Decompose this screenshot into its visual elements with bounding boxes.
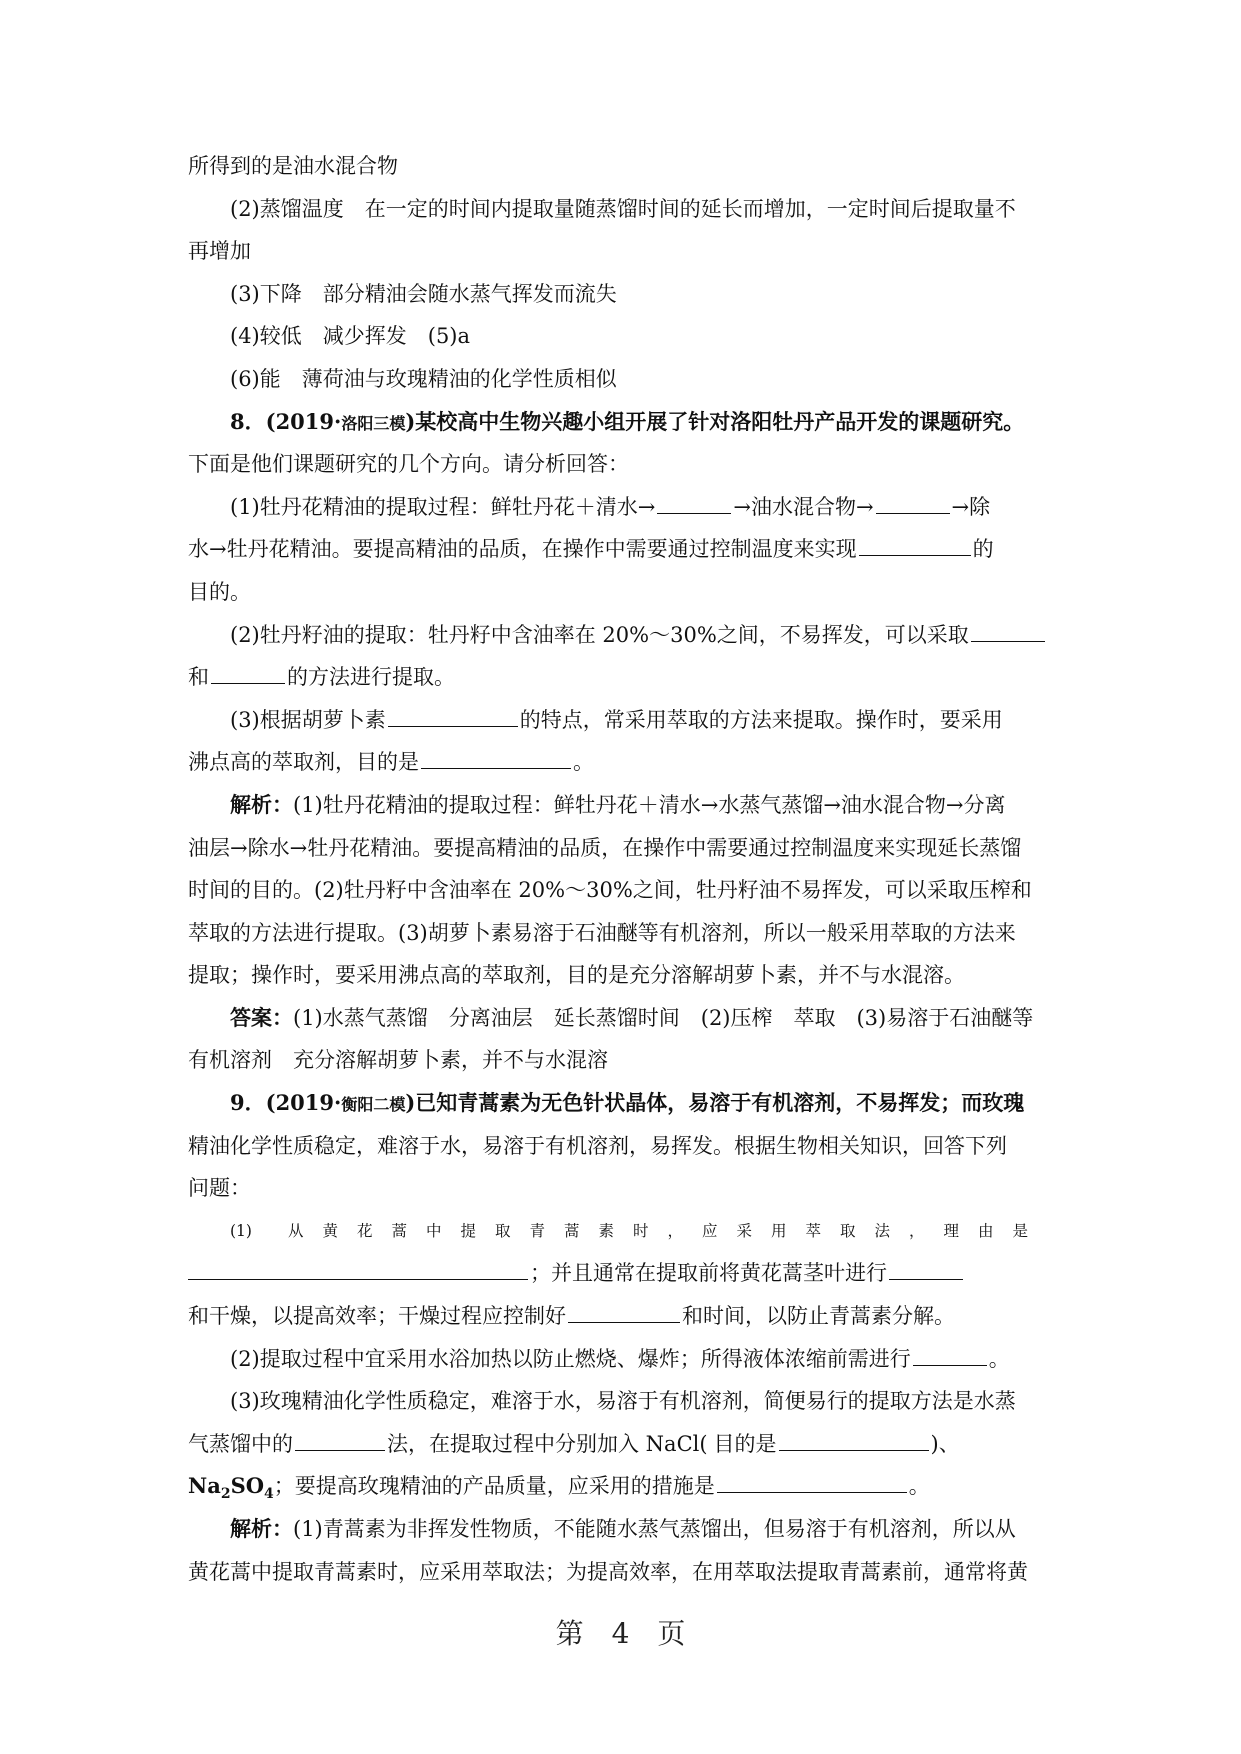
text-line bbox=[188, 1252, 1058, 1295]
text: ；要提高玫瑰精油的产品质量，应采用的措施是 bbox=[273, 1474, 715, 1499]
text: 下面是他们课题研究的几个方向。请分析回答： bbox=[188, 452, 629, 477]
answer-blank[interactable] bbox=[421, 746, 571, 769]
answer-blank[interactable] bbox=[779, 1428, 929, 1451]
question-source: 衡阳二模 bbox=[341, 1095, 406, 1115]
text: )、 bbox=[930, 1431, 960, 1456]
answer-blank[interactable] bbox=[889, 1257, 963, 1280]
question-9-stem bbox=[188, 1082, 1058, 1125]
answer-line bbox=[188, 997, 1058, 1040]
text-line bbox=[188, 1423, 1058, 1466]
text: 气蒸馏中的 bbox=[188, 1431, 293, 1456]
answer-blank[interactable] bbox=[211, 661, 285, 684]
question-year: 2019· bbox=[275, 408, 342, 434]
text: (3)根据胡萝卜素 bbox=[230, 707, 386, 732]
text: 的 bbox=[972, 537, 994, 562]
text: 沸点高的萃取剂，目的是 bbox=[188, 750, 419, 775]
text-line bbox=[188, 230, 1058, 273]
text-line bbox=[188, 741, 1058, 784]
question-year: 2019· bbox=[275, 1090, 342, 1116]
answer-blank[interactable] bbox=[388, 704, 518, 727]
text: 目的是 bbox=[713, 1431, 777, 1456]
text: 水→牡丹花精油。要提高精油的品质，在操作中需要通过控制温度来实现 bbox=[188, 537, 857, 562]
text: →除 bbox=[951, 494, 991, 519]
text: 有机溶剂 充分溶解胡萝卜素，并不与水混溶 bbox=[188, 1048, 608, 1073]
text: →油水混合物→ bbox=[733, 494, 874, 519]
text: 问题： bbox=[188, 1176, 251, 1201]
text: (1) bbox=[230, 1221, 252, 1240]
text: 所得到的是油水混合物 bbox=[188, 154, 398, 178]
answer-blank[interactable] bbox=[913, 1343, 987, 1366]
text-line bbox=[188, 1295, 1058, 1338]
answer-blank[interactable] bbox=[859, 533, 971, 556]
text: 时间的目的。(2)牡丹籽中含油率在 20%～30%之间，牡丹籽油不易挥发，可以采取压榨和 bbox=[188, 878, 1032, 903]
text-line bbox=[188, 1465, 1058, 1508]
text-line bbox=[188, 443, 1058, 486]
question-text: )某校高中生物兴趣小组开展了针对洛阳牡丹产品开发的课题研究。 bbox=[405, 408, 1025, 434]
text: (1)水蒸气蒸馏 分离油层 延长蒸馏时间 (2)压榨 萃取 (3)易溶于石油醚等 bbox=[293, 1005, 1034, 1030]
text: 目的。 bbox=[188, 579, 251, 604]
analysis-line bbox=[188, 912, 1058, 955]
answer-blank[interactable] bbox=[717, 1470, 907, 1493]
analysis-line bbox=[188, 1508, 1058, 1551]
analysis-line bbox=[188, 784, 1058, 827]
text: (1)牡丹花精油的提取过程：鲜牡丹花＋清水→水蒸气蒸馏→油水混合物→分离 bbox=[293, 792, 1006, 817]
text: (2)提取过程中宜采用水浴加热以防止燃烧、爆炸；所得液体浓缩前需进行 bbox=[230, 1346, 911, 1371]
text-line bbox=[188, 1167, 1058, 1210]
text: ；并且通常在提取前将黄花蒿茎叶进行 bbox=[530, 1261, 887, 1286]
text: 的方法进行提取。 bbox=[287, 665, 455, 690]
text: 和干燥，以提高效率；干燥过程应控制好 bbox=[188, 1304, 566, 1329]
text: 油层→除水→牡丹花精油。要提高精油的品质，在操作中需要通过控制温度来实现延长蒸馏 bbox=[188, 835, 1022, 860]
text-line bbox=[188, 656, 1058, 699]
page-number: 第 4 页 bbox=[555, 1617, 686, 1650]
question-source: 洛阳三模 bbox=[341, 413, 406, 433]
answer-blank[interactable] bbox=[188, 1257, 528, 1280]
text-line bbox=[188, 1125, 1058, 1168]
answer-line bbox=[188, 1039, 1058, 1082]
page-content bbox=[188, 145, 1058, 1593]
question-8-part-3 bbox=[188, 699, 1058, 742]
text: 萃取的方法进行提取。(3)胡萝卜素易溶于石油醚等有机溶剂，所以一般采用萃取的方法来 bbox=[188, 920, 1016, 945]
question-number: 9．( bbox=[230, 1090, 276, 1116]
text: 的特点，常采用萃取的方法来提取。操作时，要采用 bbox=[519, 707, 1003, 732]
answer-blank[interactable] bbox=[568, 1300, 680, 1323]
question-9-part-3 bbox=[188, 1380, 1058, 1423]
text: 和时间，以防止青蒿素分解。 bbox=[682, 1304, 955, 1329]
answer-blank[interactable] bbox=[971, 619, 1045, 642]
analysis-line bbox=[188, 1551, 1058, 1594]
text: 。 bbox=[908, 1474, 930, 1499]
analysis-line bbox=[188, 827, 1058, 870]
answer-blank[interactable] bbox=[295, 1428, 385, 1451]
analysis-line bbox=[188, 954, 1058, 997]
question-8-part-2 bbox=[188, 614, 1058, 657]
answer-blank[interactable] bbox=[657, 491, 731, 514]
text: 再增加 bbox=[188, 239, 251, 264]
text-line bbox=[188, 358, 1058, 401]
text: SO bbox=[230, 1473, 265, 1499]
text-line bbox=[188, 528, 1058, 571]
question-8-stem bbox=[188, 401, 1058, 444]
text: (3)玫瑰精油化学性质稳定，难溶于水，易溶于有机溶剂，简便易行的提取方法是水蒸 bbox=[230, 1389, 1016, 1414]
text-line bbox=[188, 315, 1058, 358]
subscript: 4 bbox=[264, 1486, 274, 1503]
answer-label: 答案： bbox=[230, 1004, 293, 1030]
question-9-part-2 bbox=[188, 1338, 1058, 1381]
text: 黄花蒿中提取青蒿素时，应采用萃取法；为提高效率，在用萃取法提取青蒿素前，通常将黄 bbox=[188, 1559, 1028, 1584]
text: 。 bbox=[573, 750, 594, 775]
text: (6)能 薄荷油与玫瑰精油的化学性质相似 bbox=[230, 366, 617, 391]
text-line bbox=[188, 145, 1058, 188]
analysis-label: 解析： bbox=[230, 1516, 293, 1541]
text: 精油化学性质稳定，难溶于水，易溶于有机溶剂，易挥发。根据生物相关知识，回答下列 bbox=[188, 1133, 1007, 1158]
text: (2)牡丹籽油的提取：牡丹籽中含油率在 20%～30%之间，不易挥发，可以采取 bbox=[230, 622, 969, 647]
text: 法，在提取过程中分别加入 NaCl( bbox=[387, 1431, 708, 1456]
text: (1)青蒿素为非挥发性物质，不能随水蒸气蒸馏出，但易溶于有机溶剂，所以从 bbox=[293, 1517, 1016, 1541]
text: (1)牡丹花精油的提取过程：鲜牡丹花＋清水→ bbox=[230, 494, 656, 519]
text: 和 bbox=[188, 665, 209, 690]
question-9-part-1 bbox=[188, 1210, 1058, 1253]
text: (2)蒸馏温度 在一定的时间内提取量随蒸馏时间的延长而增加，一定时间后提取量不 bbox=[230, 196, 1016, 221]
text: 提取；操作时，要采用沸点高的萃取剂，目的是充分溶解胡萝卜素，并不与水混溶。 bbox=[188, 963, 965, 988]
text: (4)较低 减少挥发 (5)a bbox=[230, 324, 471, 349]
text: 。 bbox=[988, 1346, 1010, 1371]
analysis-label: 解析： bbox=[230, 791, 293, 817]
text-line bbox=[188, 571, 1058, 614]
text-line bbox=[188, 188, 1058, 231]
question-8-part-1 bbox=[188, 486, 1058, 529]
text: 从黄花蒿中提取青蒿素时，应采用萃取法，理由是 bbox=[287, 1221, 1047, 1240]
subscript: 2 bbox=[220, 1486, 231, 1503]
question-number: 8．( bbox=[230, 408, 276, 434]
question-text: )已知青蒿素为无色针状晶体，易溶于有机溶剂，不易挥发；而玫瑰 bbox=[405, 1090, 1025, 1116]
text-line bbox=[188, 273, 1058, 316]
analysis-line bbox=[188, 869, 1058, 912]
answer-blank[interactable] bbox=[876, 491, 950, 514]
text: (3)下降 部分精油会随水蒸气挥发而流失 bbox=[230, 281, 617, 306]
text: Na bbox=[188, 1473, 221, 1499]
